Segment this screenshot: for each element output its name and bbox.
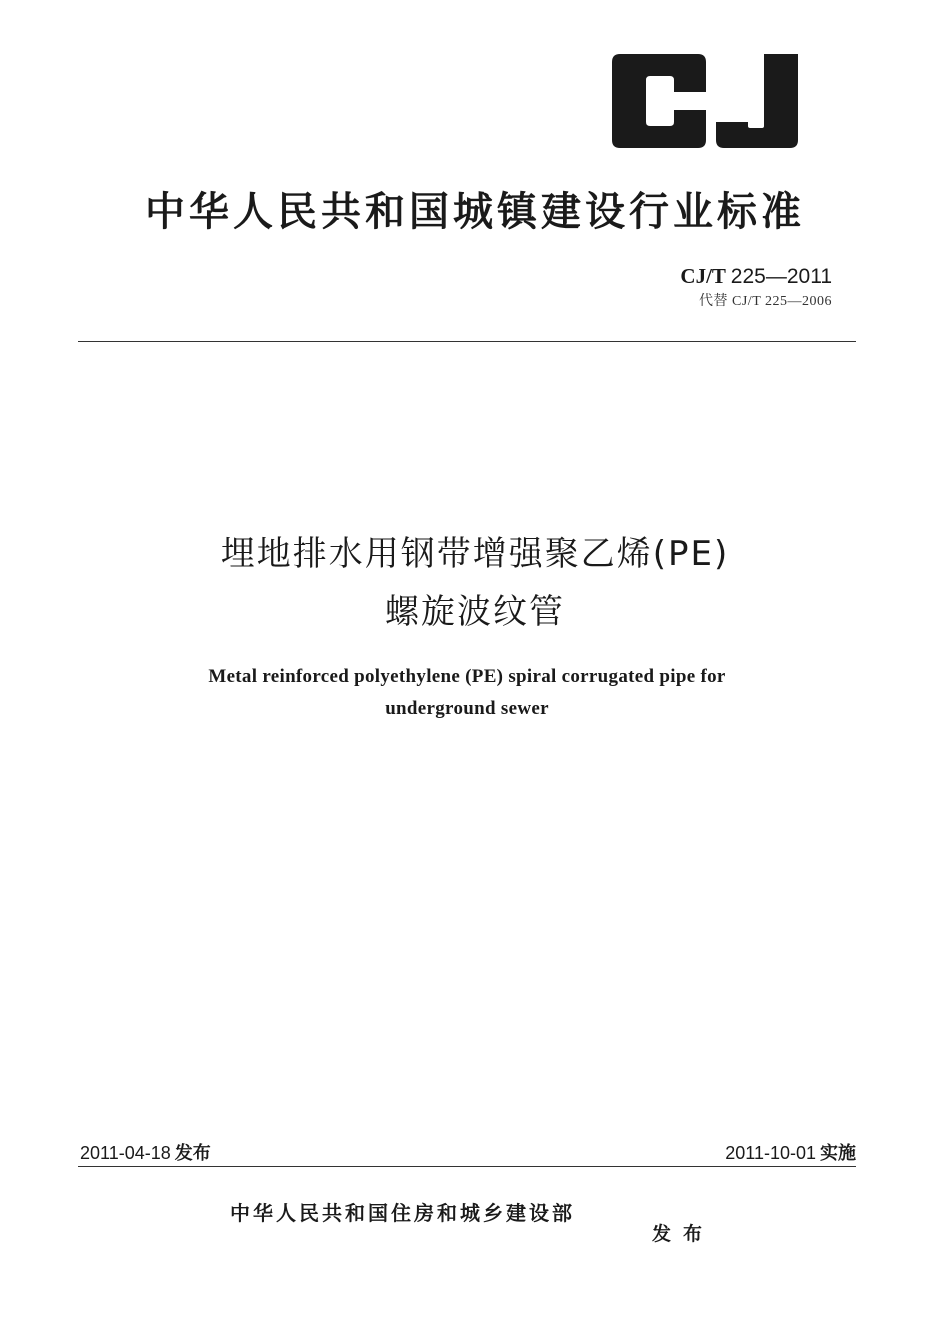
- english-title-line-1: Metal reinforced polyethylene (PE) spiral corrugated pipe for: [208, 666, 726, 687]
- issue-date: [80, 1139, 211, 1165]
- chinese-title-line-2: 螺旋波纹管: [385, 592, 565, 632]
- implement-date: [725, 1139, 856, 1165]
- cj-logo-mark: [612, 54, 802, 148]
- bottom-divider: [78, 1166, 856, 1167]
- english-title-line-2: underground sewer: [385, 698, 549, 719]
- cj-logo: [612, 54, 802, 148]
- replaces-standard: 代替 CJ/T 225—2006: [699, 294, 832, 309]
- issue-label: 发布: [174, 1143, 211, 1164]
- top-divider: [78, 341, 856, 342]
- implement-date-value: 2011-10-01: [725, 1143, 816, 1163]
- chinese-title-line-1: 埋地排水用钢带增强聚乙烯(PE): [220, 534, 730, 574]
- implement-label: 实施: [820, 1143, 856, 1164]
- issue-date-value: 2011-04-18: [80, 1143, 171, 1163]
- standard-code: CJ/T: [680, 264, 726, 288]
- standard-number: [680, 264, 832, 289]
- publish-label: 发布: [652, 1223, 715, 1245]
- standard-number-value: 225—2011: [730, 265, 832, 288]
- standard-category-title: 中华人民共和国城镇建设行业标准: [145, 189, 805, 235]
- publisher-name: 中华人民共和国住房和城乡建设部: [230, 1201, 575, 1225]
